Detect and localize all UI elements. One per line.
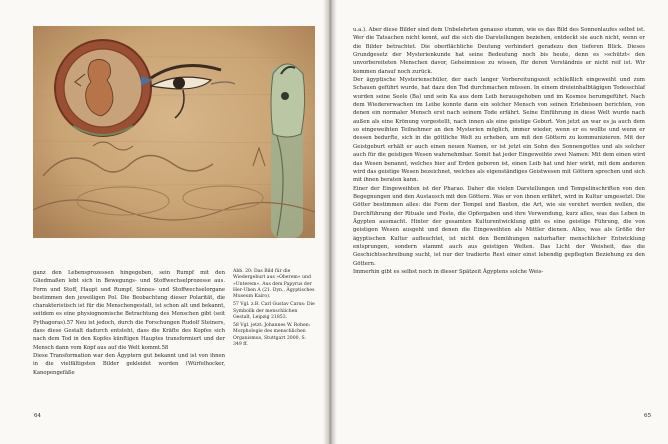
right-body-paragraph: Der ägyptische Mysterienschüler, der nach langer Vorbereitungszeit schließlich eingeweiht und zum Schauen geführt wurde, hat dazu den Tod durchmachen müssen. In einem dreieinhalbtägigen Todesschlaf wurden seine Seele (Ba) und sein Ka aus dem Leib herausgehoben und im Kosmos herumgeführt. Nach dem Wiedererwachen im Leibe konnte dann ein solcher Mensch von seinen Erlebnissen berichten, von denen ein normaler Mensch erst nach seinem Tode erfährt. Seine Einführung in diese Welt wurde nach außen als eine Krönung vorgestellt, nach innen als eine geistige Geburt. Von jetzt an war es ja auch dem so eingeweihten Teilnehmer an den Mysterien möglich, immer wieder, wenn er es wollte und wenn er dessen bedurfte, sich in die göttliche Welt zu erheben, um mit den Göttern zu kommunizieren. Mit der Geistgeburt erhält er auch einen neuen Namen, er ist jetzt ein Sohn des Sonnengottes und als solcher auch für die geistigen Wesen wahrnehmbar. Somit hat jeder Eingeweihte zwei Namen: Mit dem einen wird das Wesen benannt, welches hier auf Erden geboren ist, einen Leib hat und hier wirkt, mit dem anderen wird das geistige Wesen bezeichnet, welches als eigenständiges Geistwesen mit Göttern sprechen und sich mit ihnen beraten kann.: [353, 77, 645, 184]
right-page: [333, 0, 668, 444]
papyrus-image: [33, 26, 315, 238]
left-body-paragraph: ganz den Lebensprozessen hingegeben, sein Rumpf mit den Gliedmaßen lebt sich in Bewegungs- und Stoffwechselprozesse aus. Form und Stoff, Haupt und Rumpf, Sinnes- und Stoffwechselorgane bestimmen den jeweiligen Pol. Die Beobachtung dieser Polarität, die charakteristisch ist für die Menschengestalt, ist schon alt und bekannt, seitdem es eine physiognomische Betrachtung des Menschen gibt (seit Pythagoras).57 Neu ist jedoch, durch die Forschungen Rudolf Steiners, dass diese Gestalt dadurch entsteht, dass die Kräfte des Kopfes sich nach dem Tod in den Kopfes künftigen Hauptes transformiert und der Mensch dann vom Kopf aus auf die Welt kommt.58: [33, 270, 225, 351]
footnote: 58 Vgl. jetzt: Johannes W. Rohen: Morphologie des menschlichen Organismus, Stuttgart 2000, S. 349 ff.: [233, 323, 311, 347]
page-number-left: 64: [34, 413, 42, 419]
page-number-right: 65: [644, 413, 652, 419]
left-body-paragraph: Diese Transformation war den Ägyptern gut bekannt und ist von ihnen in die vielfältigsten Bilder gekleidet worden (Würfelhocker, Kanopengefäße: [33, 352, 225, 376]
right-body-paragraph: Immerhin gibt es selbst noch in dieser Spätzeit Ägyptens solche Weis-: [353, 268, 544, 275]
left-body-text: [33, 269, 225, 377]
left-page: [0, 0, 329, 444]
book-gutter: [323, 0, 337, 444]
right-body-paragraph: Einer der Eingeweihten ist der Pharao. Daher die vielen Darstellungen und Tempelinschriften von den Begegnungen und den Austausch mit den Göttern. Was er von ihnen erfährt, wird in Kultur umgesetzt. Die Götter bestimmen alles: die Form der Tempel und Bauten, die Art, wie sie verehrt werden wollen, die Durchführung der Rituale und Feste, die Opfergaben und ihre Verwendung, kurz alles, was das Leben in Ägypten ausmacht. Hinter der gesamten Kulturentwicklung gibt es eine geistige Führung, die von geistigen Wesen ausgeht und denen die Eingeweihten als Mittler dienen. Alles, was als Größe der ägyptischen Kultur aufleuchtet, ist nicht den Bemühungen naturhafter menschlicher Entwicklung entsprungen, sondern stammt auch aus geistigen Welten. Das Licht der Weisheit, das die Geschichtsschreibung sucht, ist nur der tradierte Rest einer einst lebendig gepflegten Beziehung zu den Göttern.: [353, 185, 645, 267]
right-body-text: [353, 26, 645, 276]
footnote: 57 Vgl. z.B. Carl Gustav Carus: Die Symbolik der menschlichen Gestalt, Leipzig 21853.: [233, 302, 315, 320]
right-body-paragraph: u.a.). Aber diese Bilder sind dem Unbelehrten genauso stumm, wie es das Bild des Sonnenlaufes selbst ist. Wer die Tatsachen nicht kennt, auf die sich die Darstellungen beziehen, entdeckt sie auch nicht, wenn er die Bilder betrachtet. Die oberflächliche Deutung verhindert geradezu den tieferen Blick. Dieses Grundgesetz der Mysterienkunde hat seine Bedeutung noch bis heute, denn es »schützt« den unvorbereiteten Menschen davor, Geheimnisse zu wissen, für deren Verständnis er nicht reif ist. Wir kommen darauf noch zurück.: [353, 27, 645, 75]
figure-caption: Abb. 20: Das Bild für die Wiedergeburt aus »Oberem« und »Unterem«. Aus dem Papyrus der Her-Uben A (21. Dyn., Ägyptisches Museum Kairo).: [233, 269, 315, 299]
papyrus-illustration: [33, 26, 315, 238]
margin-notes: [233, 269, 315, 350]
